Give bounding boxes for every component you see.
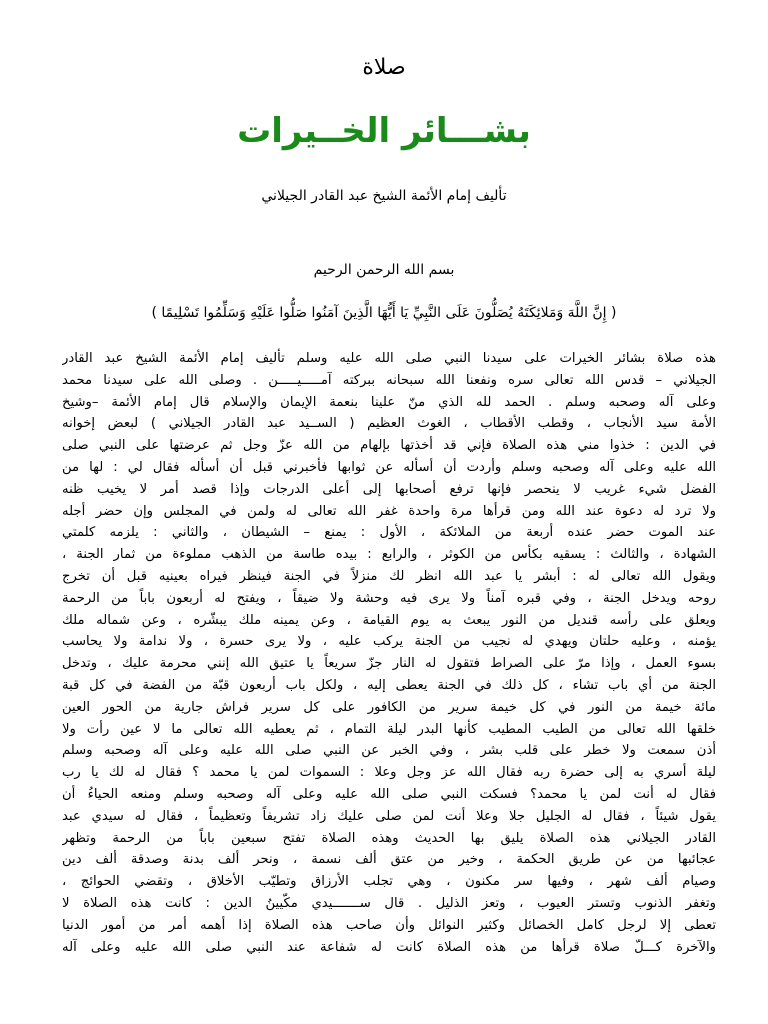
top-title: صلاة xyxy=(362,55,406,80)
body-line: وعلى آله وصحبه وسلم . الحمد لله الذي منّ علينا بنعمة الإيمان والإسلام قال إمام الأئمة –وشيخ xyxy=(62,394,716,410)
body-line: الشهادة ، والثالث : يسقيه بكأس من الكوثر ، والرابع : بيده طاسة من الذهب مملوءة من ثمار الجنة ، xyxy=(62,547,716,563)
body-line: تعطى إلا لرجل كامل الخصائل وكثير النوائل وأن صاحب هذه الصلاة إذا أهمه أمر من أمور الدنيا xyxy=(62,917,716,933)
body-line: الأمة سيد الأنجاب ، وقطب الأقطاب ، الغوث العظيم ( الســيد عبد القادر الجيلاني ) لبعض إخوانه xyxy=(62,416,716,432)
quran-verse: ( إِنَّ اللَّهَ وَمَلائِكَتَهُ يُصَلُّونَ عَلَى النَّبِيِّ يَا أَيُّهَا الَّذِينَ آمَنُوا صَلُّوا عَلَيْهِ وَسَلِّمُوا تَسْلِيمًا ) xyxy=(151,305,617,321)
body-line: الله عليه وعلى آله وصحبه وسلم وأردت أن أسأله عن ثوابها فأخبرني قبل أن أسأله فقال لي : لها من xyxy=(62,459,716,475)
body-line: ويقول الله تعالى له : أبشر يا عبد الله انظر لك منزلاً في الجنة فينظر فيراه بعينيه قبل أن تخرج xyxy=(62,568,716,584)
body-line: الجنة من أي باب تشاء ، كل ذلك في الجنة يعطى إليه ، ولكل باب أربعون قبّة من الفضة في كل قبة xyxy=(62,677,716,693)
body-line: عجائبها من عن طريق الحكمة ، وخير من عتق ألف نسمة ، ونحر ألف بدنة وصدقة ألف دين xyxy=(62,852,716,868)
body-line: هذه صلاة بشائر الخيرات على سيدنا النبي صلى الله عليه وسلم تأليف إمام الأئمة الشيخ عبد القادر xyxy=(62,351,716,366)
body-line: والآخرة كـــلّ صلاة قرأها من هذه الصلاة كانت له شفاعة عند النبي صلى الله عليه وعلى آله xyxy=(62,939,716,955)
body-line: وتغفر الذنوب وتستر العيوب ، وتعز الذليل . قال ســـــــيدي مكّيينُ الدين : كانت هذه الصلاة لا xyxy=(62,895,716,911)
body-line: ولا ترد له دعوة عند الله ومن قرأها مرة واحدة غفر الله تعالى له ولمن في المجلس وإن حضر أجله xyxy=(62,503,716,519)
body-text xyxy=(62,348,716,958)
body-line: روحه ويدخل الجنة ، وفي قبره آمناً ولا يرى فيه وحشة ولا ضيقاً ، ويفتح له أربعون باباً من الرحمة xyxy=(62,590,716,606)
body-line: يؤمنه ، وعليه حلتان ويهدي له نجيب من الجنة يركب عليه ، ولا يرى حسرة ، ولا ندامة ولا يحاسب xyxy=(62,634,716,650)
body-line: الجيلاني – قدس الله تعالى سره ونفعنا الله سبحانه ببركته آمـــــيـــــن . وصلى الله على سيدنا محمد xyxy=(62,372,716,388)
body-line: خلقها الله تعالى من الطيب المطيب كأنها البدر ليلة التمام ، ثم يعطيه الله تعالى ما لا عين رأت ولا xyxy=(62,721,716,737)
author-line: تأليف إمام الأئمة الشيخ عبد القادر الجيلاني xyxy=(261,188,507,204)
body-line: يقول شيئاً ، فقال له الجليل جلا وعلا أنت لمن صلى عليك زاد تشريفاً وتعظيماً ، فقال له سيدي عبد xyxy=(62,808,716,824)
body-line: فقال له أنت لمن يا محمد؟ فسكت النبي صلى الله عليه وعلى آله وصحبه وسلم ومنعه الحياءُ أن xyxy=(62,786,716,802)
body-line: في الدين : خذوا مني هذه الصلاة فإني قد أخذتها بإلهام من الله عزّ وجل ثم عرضتها على النبي صلى xyxy=(62,438,716,454)
body-line: ويعلق على رأسه قنديل من النور يبعث به يوم القيامة ، وعن يمينه ملك يبشّره ، وعن شماله ملك xyxy=(62,612,716,628)
body-line: أذن سمعت ولا خطر على قلب بشر ، وفي الخبر عن النبي صلى الله عليه وعلى آله وصحبه وسلم xyxy=(62,743,716,759)
body-line: القادر الجيلاني هذه الصلاة يليق بها الحديث وهذه الصلاة تفتح سبعين باباً من الرحمة وتظهر xyxy=(62,830,716,846)
basmala: بسم الله الرحمن الرحيم xyxy=(313,262,455,278)
body-line: مائة خيمة من النور في كل خيمة سرير من الكافور على كل سرير فراش جارية من الحور العين xyxy=(62,699,716,715)
body-line: ليلة أسري به إلى حضرة ربه فقال الله عز وجل وعلا : السموات لمن يا محمد ؟ فقال له لك يا رب xyxy=(62,765,716,781)
main-title: بشـــائر الخــيرات xyxy=(237,111,531,151)
body-line: عند الموت حضر عنده أربعة من الملائكة ، الأول : يمنع – الشيطان ، والثاني : يلزمه كلمتي xyxy=(62,525,716,541)
body-line: بسوء العمل ، وإذا مرّ على الصراط فتقول له النار جزّ سريعاً يا عتيق الله إنني محرمة عليك ، وتدخل xyxy=(62,656,716,672)
body-line: وصيام ألف شهر ، وفيها سر مكنون ، وهي تجلب الأرزاق وتطيّب الأخلاق ، وتقضي الحوائج ، xyxy=(62,874,716,890)
body-line: الفضل شيء غريب لا ينحصر فإنها ترفع أصحابها إلى أعلى الدرجات وإذا قصد أمر لا يخيب ظنه xyxy=(62,481,716,497)
